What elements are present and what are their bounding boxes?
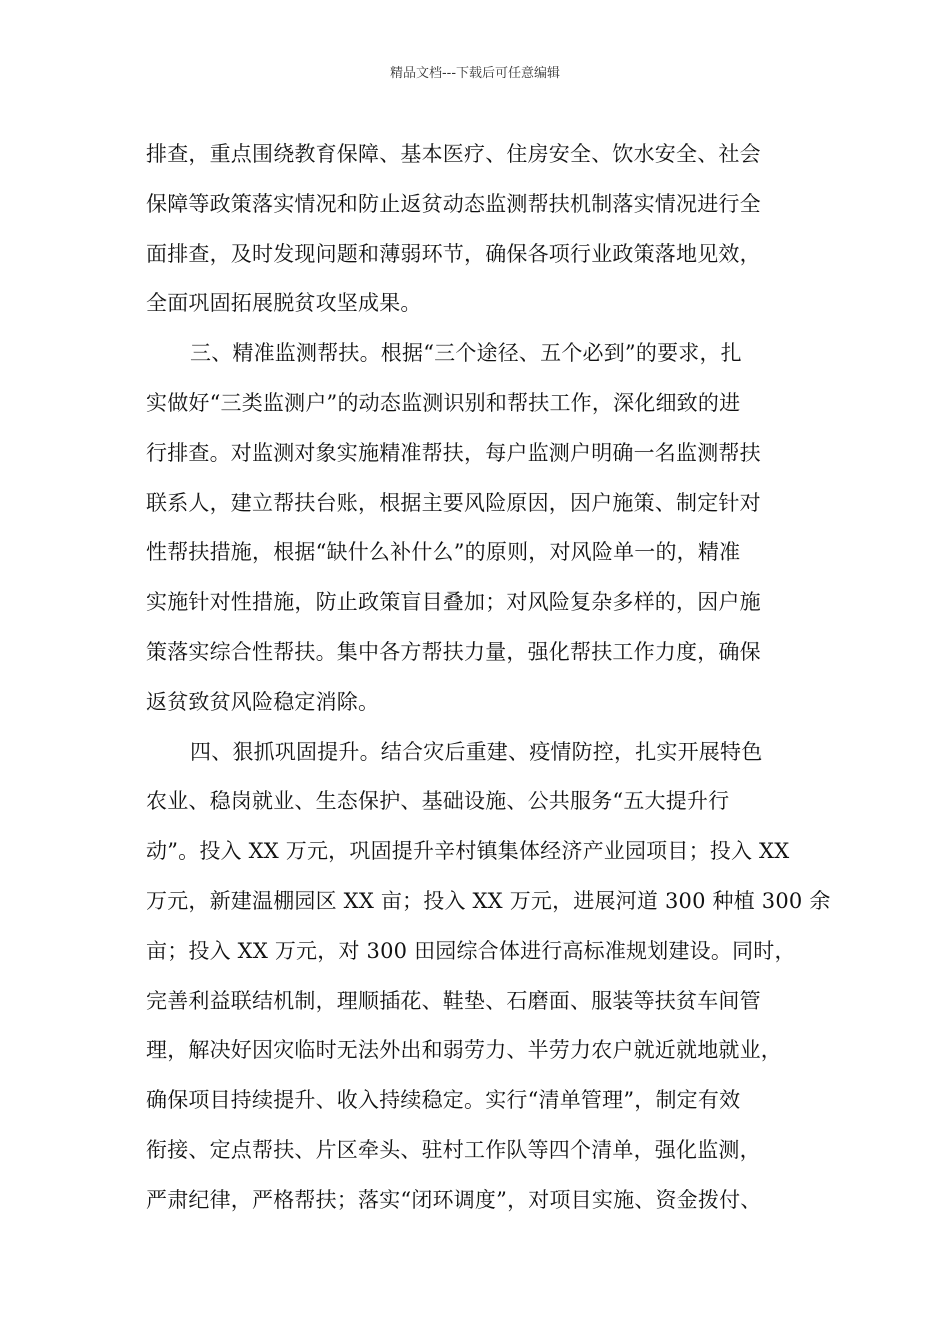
text-line: 保障等政策落实情况和防止返贫动态监测帮扶机制落实情况进行全 — [146, 191, 761, 216]
text-line: 返贫致贫风险稳定消除。 — [146, 689, 380, 714]
page-header: 精品文档---下载后可任意编辑 — [389, 66, 561, 81]
text-line: 农业、稳岗就业、生态保护、基础设施、公共服务“五大提升行 — [146, 789, 730, 814]
document-body — [146, 130, 831, 1226]
text-line: 确保项目持续提升、收入持续稳定。实行“清单管理”，制定有效 — [146, 1088, 741, 1113]
text-line: 策落实综合性帮扶。集中各方帮扶力量，强化帮扶工作力度，确保 — [146, 639, 761, 664]
text-line: 动”。投入 XX 万元，巩固提升辛村镇集体经济产业园项目；投入 XX — [146, 839, 790, 864]
text-line: 行排查。对监测对象实施精准帮扶，每户监测户明确一名监测帮扶 — [146, 440, 761, 465]
text-line: 万元，新建温棚园区 XX 亩；投入 XX 万元，进展河道 300 种植 300 余 — [146, 888, 831, 913]
text-line: 衔接、定点帮扶、片区牵头、驻村工作队等四个清单，强化监测， — [146, 1137, 761, 1162]
text-line: 实施针对性措施，防止政策盲目叠加；对风险复杂多样的，因户施 — [146, 590, 761, 615]
text-line: 理，解决好因灾临时无法外出和弱劳力、半劳力农户就近就地就业， — [146, 1038, 782, 1063]
text-line: 全面巩固拓展脱贫攻坚成果。 — [146, 291, 422, 316]
text-line: 完善利益联结机制，理顺插花、鞋垫、石磨面、服装等扶贫车间管 — [146, 988, 761, 1013]
text-line: 面排查，及时发现问题和薄弱环节，确保各项行业政策落地见效， — [146, 241, 761, 266]
paragraph-start-line: 三、精准监测帮扶。根据“三个途径、五个必到”的要求，扎 — [190, 341, 742, 366]
text-line: 实做好“三类监测户”的动态监测识别和帮扶工作，深化细致的进 — [146, 390, 741, 415]
text-line: 联系人，建立帮扶台账，根据主要风险原因，因户施策、制定针对 — [146, 490, 761, 515]
text-line: 排查，重点围绕教育保障、基本医疗、住房安全、饮水安全、社会 — [146, 142, 761, 166]
text-line: 性帮扶措施，根据“缺什么补什么”的原则，对风险单一的，精准 — [146, 540, 741, 565]
paragraph-start-line: 四、狠抓巩固提升。结合灾后重建、疫情防控，扎实开展特色 — [190, 739, 763, 764]
text-line: 亩；投入 XX 万元，对 300 田园综合体进行高标准规划建设。同时， — [146, 938, 796, 963]
text-line: 严肃纪律，严格帮扶；落实“闭环调度”，对项目实施、资金拨付、 — [146, 1187, 762, 1212]
